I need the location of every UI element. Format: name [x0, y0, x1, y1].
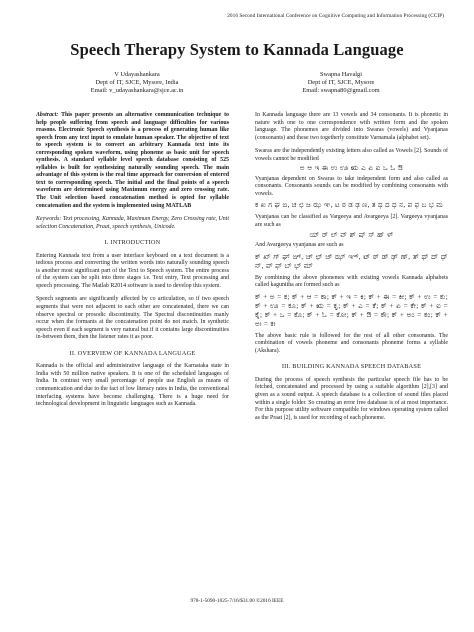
author-email: Email: swapna80@gmail.com: [302, 87, 380, 95]
kannada-paragraph-1: In Kannada language there are 13 vowels and 34 consonants. It is phonetic in nature with one to one correspondence with written form and the spoken language. The phonemes are divided into Swaras (vowels) and Vyanjanas (consonants) and these two togetherly constitute Varnamala (alphabet set).: [255, 112, 448, 141]
section-heading-introduction: I. INTRODUCTION: [104, 239, 161, 247]
copyright-footer: 978-1-5090-1025-7/16/$31.00 ©2016 IEEE: [190, 598, 284, 604]
section-heading-database: III. BUILDING KANNADA SPEECH DATABASE: [281, 363, 422, 371]
kannada-paragraph-2: Swaras are the independently existing letters also called as Vowels [2]. Sounds of vowels cannot be modified: [255, 148, 448, 162]
database-paragraph-1: During the process of speech synthesis the particular speech file has to be fetched, concatenated and processed by using a suitable algorithm [2],[3] and given as a sound output. A speech database is a collection of sound files placed within a single folder. So creating an error free database is of at most importance. For this purpose utility software compatible for windows operating system called as the Praat [2], is used for recording of each phoneme.: [255, 376, 448, 421]
kannada-paragraph-5: And Avargeeya vyanjanas are such as: [255, 242, 344, 249]
avargeeya-block: ಕ್ ಖ್ ಗ್ ಘ್ ಙ್, ಚ್ ಛ್ ಜ್ ಝ್ ಞ್, ಟ್ ಠ್ ಡ್ ಢ್ ಣ್, ತ್ ಥ್ ದ್ ಧ್ ನ್, ಪ್ ಫ್ ಬ್ ಭ್ ಮ್: [255, 252, 448, 270]
consonants-block: ಕ ಖ ಗ ಘ ಙ, ಚ ಛ ಜ ಝ ಞ, ಟ ಠ ಡ ಢ ಣ, ತ ಥ ದ ಧ ನ, ಪ ಫ ಬ ಭ ಮ: [255, 201, 444, 210]
keywords: Keywords: Text processing, Kannada, Maximum Energy, Zero Crossing rate, Unit selection Concatenation, Praat, speech synthesis, Unicode.: [36, 216, 229, 230]
kagunitha-block: ಕ್ + ಅ = ಕ; ಕ್ + ಆ = ಕಾ; ಕ್ + ಇ = ಕಿ; ಕ್ + ಈ = ಕೀ; ಕ್ + ಉ = ಕು; ಕ್ + ಊ = ಕೂ; ಕ್ + ಋ = ಕೃ; ಕ್ + ಎ = ಕೆ; ಕ್ + ಏ = ಕೇ; ಕ್ + ಐ = ಕೈ; ಕ್ + ಒ = ಕೊ; ಕ್ + ಓ = ಕೋ; ಕ್ + ಔ = ಕೌ; ಕ್ + ಅಂ = ಕಂ; ಕ್ + ಅಃ = ಕಃ: [255, 292, 448, 328]
intro-paragraph-2: Speech segments are significantly affected by co articulation, so if two speech segments that were not adjacent to each other are concatenated, there we can observe spectral or prosodic discontinuity. The Spectral discontinuities manly occur when the formants at the concatenation point do not match. In synthetic speech even if each segment is very natural but if it contains large discontinuities in-between them, then the listener rates it as poor.: [36, 296, 229, 341]
abstract-text: This paper presents an alternative communication technique to help people suffering from speech and language difficulties for various reasons. Electronic Speech synthesis is a process of generating human like speech from any text input to emulate human speaker. The objective of text to speech system is to convert an arbitrary Kannada text into its corresponding spoken waveform, using phoneme as basic unit for speech synthesis. A standard syllable level speech database consisting of 525 syllables is built for synthesizing naturally sounding speech. The main advantage of this system is the real time approach for conversion of entered text to corresponding speech. The initial and the final points of a speech waveform are determined using Maximum energy and zero crossing rate. The Unit selection based concatenation method is opted for syllable concatenation and the system is implemented using MATLAB: [36, 112, 229, 209]
paper-title: Speech Therapy System to Kannada Language: [70, 40, 404, 59]
kannada-paragraph-6: By combining the above phonemes with existing vowels Kannada alphabets called kagunitha are formed such as: [255, 274, 448, 289]
author-email: Email: v_udayashankara@sjce.ac.in: [90, 87, 184, 95]
overview-paragraph-1: Kannada is the official and administrative language of the Karnataka state in India with 50 million native speakers. It is one of the scheduled languages of India. In contrast very small percentage of people use English as means of communication and due to the fact of low literacy rates in India, the conventional interfacing systems have become challenging. There is a huge need for technological development in linguistic languages such as Kannada.: [36, 363, 229, 408]
author-name: V Udayashankara: [114, 71, 160, 78]
author-block-1: [52, 71, 222, 96]
abstract-label: Abstract:: [36, 112, 62, 118]
kannada-paragraph-3: Vyanjanas dependent on Swaras to take independent form and also called as consonants. Consonants sounds can be modified by combining consonants with vowels.: [255, 175, 448, 197]
left-column: [36, 112, 229, 415]
kannada-paragraph-7: The above basic rule is followed for the rest of all other consonants. The combination of vowels phoneme and consonants phoneme forms a syllable (Akshara).: [255, 332, 448, 354]
vowels-line: ಅ ಆ ಇ ಈ ಉ ಊ ಋ ಎ ಏ ಐ ಒ ಓ ಔ: [299, 164, 404, 173]
right-column: [255, 112, 448, 428]
author-name: Swapna Havalgi: [319, 71, 363, 78]
author-affiliation: Dept of IT, SJCE, Mysore, India: [95, 79, 179, 87]
author-block-2: [256, 71, 426, 96]
section-heading-overview: II. OVERVIEW OF KANNADA LANGUAGE: [69, 349, 196, 357]
abstract: [36, 112, 229, 210]
intro-paragraph-1: Entering Kannada text from a user interface keyboard on a text document is a tedious process and converting the written words into naturally sounding speech is another most significant part of the Text to Speech system. The entire process of the system can be split into three stages i.e. Text entry, Text processing and speech processing. The Matlab R2014 software is used to develop this system.: [36, 252, 229, 289]
vargeeya-line: ಯ್ ರ್ ಲ್ ವ್ ಶ್ ಷ್ ಸ್ ಹ್ ಳ್: [309, 230, 394, 239]
conference-header: 2016 Second International Conference on Cognitive Computing and Information Processing (CCIP): [227, 13, 444, 19]
author-affiliation: Dept of IT, SJCE, Mysore: [307, 79, 375, 87]
kannada-paragraph-4: Vyanjanas can be classified as Vargeeya and Avargeeya [2]. Vargeeya vyanjanas are such as: [255, 214, 448, 229]
